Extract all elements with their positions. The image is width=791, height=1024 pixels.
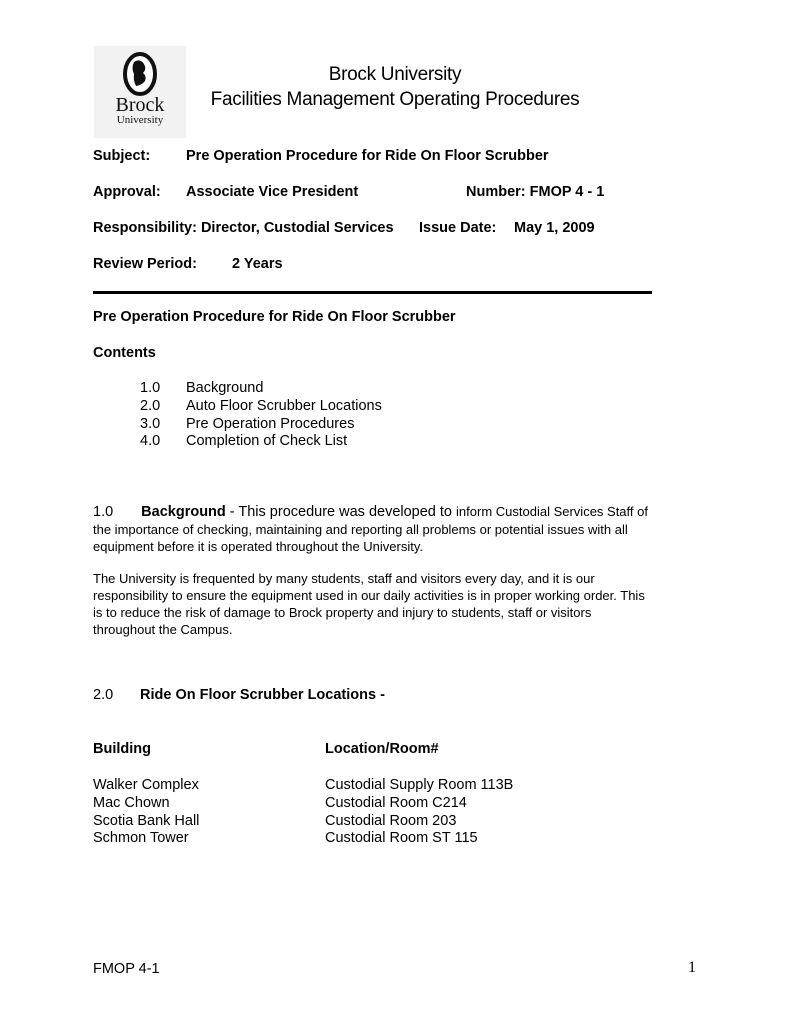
section1-paragraph2-line: responsibility to ensure the equipment used in our daily activities is in proper working order. This <box>93 588 645 603</box>
location-room: Custodial Supply Room 113B <box>325 777 514 793</box>
brock-university-logo <box>94 46 186 138</box>
approval-value: Associate Vice President <box>186 184 359 200</box>
location-room: Custodial Room C214 <box>325 795 467 811</box>
logo-word-brock: Brock <box>115 94 165 116</box>
location-building: Mac Chown <box>93 795 170 811</box>
issue-date-value: May 1, 2009 <box>514 220 595 236</box>
section2-heading: Ride On Floor Scrubber Locations - <box>140 687 385 703</box>
logo-word-university: University <box>116 114 164 126</box>
section1-heading: Background <box>141 504 226 520</box>
contents-item-label: Completion of Check List <box>186 433 348 449</box>
column-header-location: Location/Room# <box>325 741 439 757</box>
review-period-label: Review Period: <box>93 256 197 272</box>
contents-item-number: 4.0 <box>140 433 161 449</box>
subject-label: Subject: <box>93 148 151 164</box>
review-period-value: 2 Years <box>232 256 283 272</box>
contents-item-number: 3.0 <box>140 416 161 432</box>
header-title-line2: Facilities Management Operating Procedures <box>210 89 580 110</box>
location-room: Custodial Room ST 115 <box>325 830 478 846</box>
header-divider <box>93 291 652 294</box>
section1-intro: - This procedure was developed to <box>225 504 457 520</box>
section1-paragraph2-line: throughout the Campus. <box>93 622 233 637</box>
location-building: Scotia Bank Hall <box>93 813 200 829</box>
location-room: Custodial Room 203 <box>325 813 457 829</box>
header-title-line1: Brock University <box>328 64 462 85</box>
responsibility-text: Responsibility: Director, Custodial Services <box>93 220 394 236</box>
section1-line2: the importance of checking, maintaining and reporting all problems or potential issues with all <box>93 522 628 537</box>
contents-heading: Contents <box>93 345 156 361</box>
contents-item-label: Pre Operation Procedures <box>186 416 355 432</box>
section1-line3: equipment before it is operated throughout the University. <box>93 539 424 554</box>
contents-item-label: Auto Floor Scrubber Locations <box>186 398 382 414</box>
contents-item-label: Background <box>186 380 264 396</box>
section1-paragraph2-line: The University is frequented by many students, staff and visitors every day, and it is our <box>93 571 595 586</box>
contents-item-number: 1.0 <box>140 380 161 396</box>
section1-paragraph1 <box>93 504 648 520</box>
document-title: Pre Operation Procedure for Ride On Floor Scrubber <box>93 309 456 325</box>
subject-value: Pre Operation Procedure for Ride On Floor Scrubber <box>186 148 549 164</box>
section1-paragraph2-line: is to reduce the risk of damage to Brock property and injury to students, staff or visitors <box>93 605 592 620</box>
footer-page-number: 1 <box>688 959 696 976</box>
column-header-building: Building <box>93 741 151 757</box>
location-building: Schmon Tower <box>93 830 189 846</box>
document-number: Number: FMOP 4 - 1 <box>466 184 605 200</box>
location-building: Walker Complex <box>93 777 199 793</box>
section2-number: 2.0 <box>93 687 114 703</box>
section1-intro-tail: inform Custodial Services Staff of <box>456 504 648 519</box>
section1-number: 1.0 <box>93 504 114 520</box>
issue-date-label: Issue Date: <box>419 220 497 236</box>
approval-label: Approval: <box>93 184 161 200</box>
contents-item-number: 2.0 <box>140 398 161 414</box>
footer-document-id: FMOP 4-1 <box>93 961 160 977</box>
